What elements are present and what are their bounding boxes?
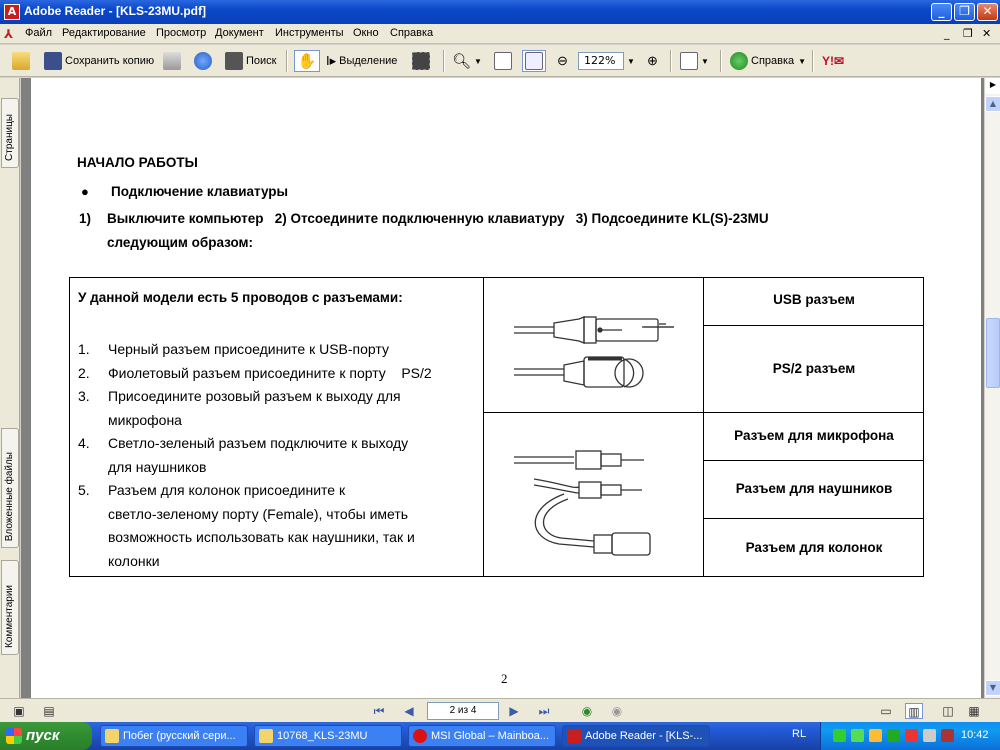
- chevron-down-icon: ▼: [627, 56, 635, 66]
- page-rotate-icon: [680, 52, 698, 70]
- chevron-down-icon: ▼: [474, 56, 482, 66]
- list-item: [78, 432, 478, 456]
- task-button-1[interactable]: [100, 725, 248, 747]
- facing-pages-icon[interactable]: ◫: [942, 704, 954, 718]
- list-item-num: 2.: [78, 364, 90, 381]
- step-line-2: следующим образом:: [107, 235, 254, 250]
- list-item: [78, 362, 478, 386]
- maximize-button[interactable]: ❐: [954, 3, 975, 21]
- security-icon[interactable]: [833, 729, 846, 742]
- folder-open-icon: [12, 52, 30, 70]
- chevron-down-icon: ▼: [701, 56, 709, 66]
- list-item: [78, 479, 478, 503]
- text-cursor-icon: I▸: [326, 53, 337, 68]
- folder-icon: [105, 729, 119, 743]
- scroll-down-button[interactable]: ▼: [985, 680, 1000, 696]
- navigation-panel-tabs: [0, 78, 20, 698]
- first-page-button[interactable]: ⏮: [373, 704, 385, 718]
- clock[interactable]: 10:42: [961, 729, 989, 741]
- scroll-panel-arrow-icon[interactable]: ▶: [985, 78, 1000, 94]
- menu-view[interactable]: Просмотр: [156, 27, 207, 39]
- updates-icon[interactable]: [869, 729, 882, 742]
- task-label: Adobe Reader - [KLS-...: [585, 730, 703, 742]
- next-page-button[interactable]: ▶: [509, 704, 519, 718]
- network-icon[interactable]: [851, 729, 864, 742]
- page-number-input[interactable]: 2 из 4: [427, 702, 499, 720]
- doc-restore-button[interactable]: ❐: [963, 27, 973, 40]
- page-navigation-bar: [0, 698, 1000, 722]
- step-line-1: Выключите компьютер 2) Отсоедините подключенную клавиатуру 3) Подсоедините KL(S)-23MU: [107, 211, 769, 226]
- table-divider: [703, 278, 704, 576]
- list-item-text: светло-зеленому порту (Female), чтобы иметь: [108, 505, 409, 522]
- minimize-button[interactable]: _: [931, 3, 952, 21]
- menu-tools[interactable]: Инструменты: [275, 27, 344, 39]
- fit-width-icon: [525, 52, 543, 70]
- previous-page-button[interactable]: ◀: [404, 704, 414, 718]
- pdf-page: [31, 78, 981, 698]
- connector-label-mic: Разъем для микрофона: [734, 428, 894, 443]
- list-item-text: Фиолетовый разъем присоедините к порту PS/2: [108, 364, 432, 381]
- connector-table: [69, 277, 924, 577]
- list-item-text: возможность использовать как наушники, так и: [108, 529, 415, 545]
- connector-label-headphones: Разъем для наушников: [735, 481, 893, 496]
- list-item-text: Черный разъем присоедините к USB-порту: [108, 341, 389, 357]
- list-item-num: 3.: [78, 388, 90, 404]
- open-button[interactable]: [12, 50, 33, 72]
- task-label: Побег (русский сери...: [123, 730, 236, 742]
- list-item-text: колонки: [108, 552, 160, 569]
- list-item-text: Светло-зеленый разъем подключите к выходу: [108, 435, 409, 451]
- zoom-input[interactable]: 122%: [578, 52, 624, 70]
- step-number: 1): [79, 211, 92, 226]
- table-intro: У данной модели есть 5 проводов с разъемами:: [78, 290, 403, 305]
- vertical-scrollbar[interactable]: [984, 78, 1000, 698]
- menu-bar: [0, 24, 1000, 44]
- tab-pages-label: Страницы: [4, 114, 15, 161]
- list-item-text: Присоедините розовый разъем к выходу для: [108, 388, 401, 404]
- doc-close-button[interactable]: ✕: [982, 27, 992, 40]
- zoom-tool-button[interactable]: [452, 50, 482, 72]
- table-divider: [703, 460, 923, 461]
- bullet-icon: ●: [81, 184, 89, 199]
- windows-logo-icon: [6, 728, 22, 744]
- document-properties-icon[interactable]: ▤: [43, 704, 55, 718]
- task-label: MSI Global – Mainboa...: [431, 730, 550, 742]
- menu-file[interactable]: Файл: [25, 27, 53, 39]
- language-indicator[interactable]: RL: [792, 728, 807, 740]
- scroll-up-button[interactable]: ▲: [985, 96, 1000, 112]
- back-view-icon[interactable]: ◉: [581, 704, 593, 718]
- rotate-button[interactable]: [680, 50, 709, 72]
- antivirus-icon[interactable]: [905, 729, 918, 742]
- help-circle-icon: [730, 52, 748, 70]
- bullet-text: Подключение клавиатуры: [111, 184, 289, 199]
- fit-page-button[interactable]: [494, 50, 515, 72]
- hand-tool-button[interactable]: [294, 50, 320, 72]
- zoom-in-button[interactable]: [647, 50, 658, 72]
- list-item-text: микрофона: [108, 411, 182, 428]
- tray-extra-icon[interactable]: [941, 729, 954, 742]
- print-button[interactable]: [163, 50, 184, 72]
- connector-label-speakers: Разъем для колонок: [745, 540, 883, 555]
- table-divider: [703, 325, 923, 326]
- task-button-4[interactable]: [562, 725, 710, 747]
- task-button-2[interactable]: [254, 725, 402, 747]
- select-tool-button[interactable]: [326, 50, 397, 72]
- table-divider: [703, 518, 923, 519]
- menu-document[interactable]: Документ: [215, 27, 264, 39]
- adobe-reader-icon: A: [4, 4, 20, 20]
- ps2-connector-drawing: [514, 357, 643, 387]
- save-copy-button[interactable]: [44, 50, 154, 72]
- audio-connectors-drawing: [514, 451, 650, 555]
- fit-width-button[interactable]: [522, 50, 546, 72]
- pdf-document-icon[interactable]: ⅄: [4, 27, 14, 41]
- list-item: [78, 338, 478, 362]
- menu-edit[interactable]: Редактирование: [62, 27, 146, 39]
- system-tray: [820, 722, 1000, 750]
- tab-pages[interactable]: [1, 98, 19, 168]
- task-label: 10768_KLS-23MU: [277, 730, 368, 742]
- connector-illustrations: [484, 279, 702, 575]
- chevron-down-icon: ▼: [798, 56, 807, 66]
- toolbar-separator: [720, 50, 722, 72]
- usb-connector-drawing: [514, 317, 674, 343]
- save-copy-label: Сохранить копию: [65, 55, 155, 67]
- continuous-page-icon[interactable]: ▥: [905, 703, 923, 719]
- magnifier-icon: 🔍︎: [452, 53, 472, 70]
- list-item-num: 1.: [78, 341, 90, 357]
- task-button-3[interactable]: [408, 725, 556, 747]
- continuous-facing-icon[interactable]: ▦: [968, 704, 980, 718]
- opera-icon: [413, 729, 427, 743]
- search-button[interactable]: [225, 50, 276, 72]
- email-globe-icon: [194, 52, 212, 70]
- snapshot-button[interactable]: [412, 50, 433, 72]
- zoom-out-button[interactable]: [557, 50, 568, 72]
- tab-attachments[interactable]: [1, 428, 19, 548]
- start-label: пуск: [26, 727, 60, 744]
- section-heading: НАЧАЛО РАБОТЫ: [77, 155, 198, 170]
- select-label: Выделение: [339, 55, 398, 67]
- page-number: 2: [501, 671, 508, 686]
- title-bar: [0, 0, 1000, 24]
- fit-page-icon: [494, 52, 512, 70]
- toolbar-separator: [286, 50, 288, 72]
- plus-circle-icon: ⊕: [647, 53, 658, 68]
- window-title: Adobe Reader - [KLS-23MU.pdf]: [24, 4, 207, 18]
- list-item: [78, 385, 478, 409]
- yahoo-icon: Y!✉: [822, 54, 845, 68]
- adobe-reader-icon: [567, 729, 581, 743]
- hand-icon: ✋: [297, 53, 317, 70]
- toolbar: [0, 45, 1000, 77]
- minus-circle-icon: ⊖: [557, 53, 568, 68]
- document-viewport[interactable]: [21, 78, 984, 698]
- tab-comments-label: Комментарии: [4, 585, 15, 648]
- list-item-text: Разъем для колонок присоедините к: [108, 482, 346, 498]
- windows-taskbar: [0, 722, 1000, 750]
- forward-view-icon[interactable]: ◉: [611, 704, 623, 718]
- yahoo-button[interactable]: [822, 50, 844, 72]
- help-button[interactable]: [730, 50, 806, 72]
- monitor-icon[interactable]: ▣: [13, 704, 25, 718]
- help-label: Справка: [751, 55, 795, 67]
- toolbar-separator: [812, 50, 814, 72]
- menu-window[interactable]: Окно: [353, 27, 379, 39]
- start-button[interactable]: [0, 722, 92, 750]
- floppy-disk-icon: [44, 52, 62, 70]
- toolbar-separator: [670, 50, 672, 72]
- binoculars-icon: [225, 52, 243, 70]
- volume-icon[interactable]: [923, 729, 936, 742]
- scroll-thumb[interactable]: [986, 318, 1000, 388]
- folder-icon: [259, 729, 273, 743]
- list-item-num: 4.: [78, 435, 90, 451]
- email-button[interactable]: [194, 50, 215, 72]
- search-label: Поиск: [246, 55, 277, 67]
- toolbar-separator: [443, 50, 445, 72]
- doc-minimize-button[interactable]: _: [944, 27, 950, 40]
- menu-help[interactable]: Справка: [390, 27, 434, 39]
- tab-attachments-label: Вложенные файлы: [4, 451, 15, 541]
- single-page-icon[interactable]: ▭: [880, 704, 892, 718]
- close-button[interactable]: ✕: [977, 3, 998, 21]
- app-tray-icon[interactable]: [887, 729, 900, 742]
- printer-icon: [163, 52, 181, 70]
- tab-comments[interactable]: [1, 560, 19, 655]
- connector-label-usb: USB разъем: [773, 292, 855, 307]
- list-item-num: 5.: [78, 482, 90, 498]
- camera-icon: [412, 52, 430, 70]
- list-item-text: для наушников: [108, 458, 207, 475]
- connector-label-ps2: PS/2 разъем: [772, 361, 856, 376]
- last-page-button[interactable]: ⏭: [538, 704, 550, 718]
- zoom-dropdown[interactable]: [627, 50, 635, 72]
